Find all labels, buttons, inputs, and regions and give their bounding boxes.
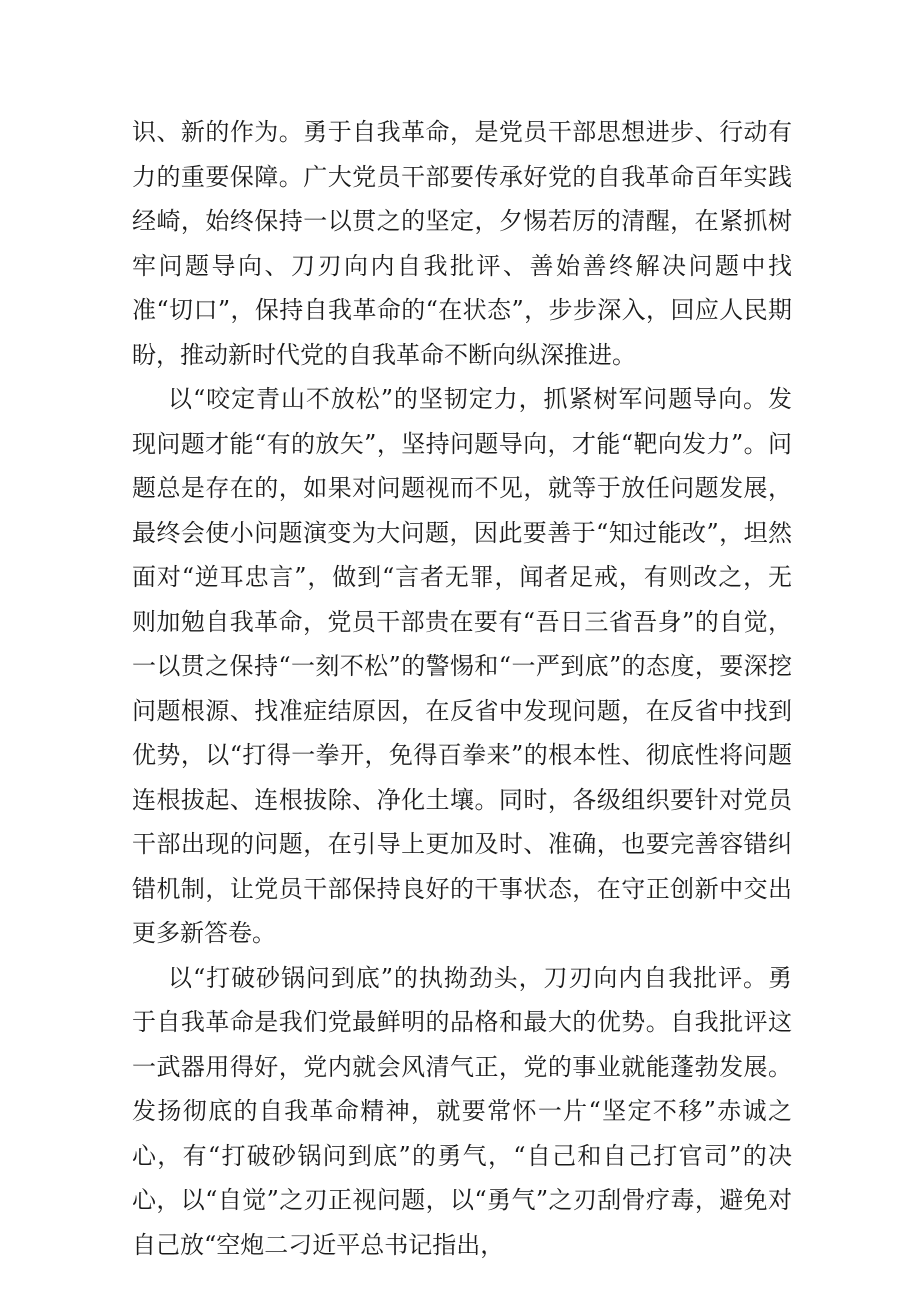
- body-text: [132, 110, 792, 1267]
- paragraph-2: 以“咬定青山不放松”的坚韧定力，抓紧树军问题导向。发现问题才能“有的放矢”，坚持问题导向，才能“靶向发力”。问题总是存在的，如果对问题视而不见，就等于放任问题发展，最终会使小问题演变为大问题，因此要善于“知过能改”，坦然面对“逆耳忠言”，做到“言者无罪，闻者足戒，有则改之，无则加勉自我革命，党员干部贵在要有“吾日三省吾身”的自觉，一以贯之保持“一刻不松”的警惕和“一严到底”的态度，要深挖问题根源、找准症结原因，在反省中发现问题，在反省中找到优势，以“打得一拳开，免得百拳来”的根本性、彻底性将问题连根拔起、连根拔除、净化土壤。同时，各级组织要针对党员干部出现的问题，在引导上更加及时、准确，也要完善容错纠错机制，让党员干部保持良好的干事状态，在守正创新中交出更多新答卷。: [132, 385, 792, 947]
- paragraph-1: 识、新的作为。勇于自我革命，是党员干部思想进步、行动有力的重要保障。广大党员干部要传承好党的自我革命百年实践经崎，始终保持一以贯之的坚定，夕惕若厉的清醒，在紧抓树牢问题导向、刀刃向内自我批评、善始善终解决问题中找准“切口”，保持自我革命的“在状态”，步步深入，回应人民期盼，推动新时代党的自我革命不断向纵深推进。: [132, 118, 792, 369]
- paragraph-3: 以“打破砂锅问到底”的执拗劲头，刀刃向内自我批评。勇于自我革命是我们党最鲜明的品格和最大的优势。自我批评这一武器用得好，党内就会风清气正，党的事业就能蓬勃发展。发扬彻底的自我革命精神，就要常怀一片“坚定不移”赤诚之心，有“打破砂锅问到底”的勇气，“自己和自己打官司”的决心，以“自觉”之刃正视问题，以“勇气”之刃刮骨疗毒，避免对自己放“空炮二刁近平总书记指出，: [132, 963, 792, 1259]
